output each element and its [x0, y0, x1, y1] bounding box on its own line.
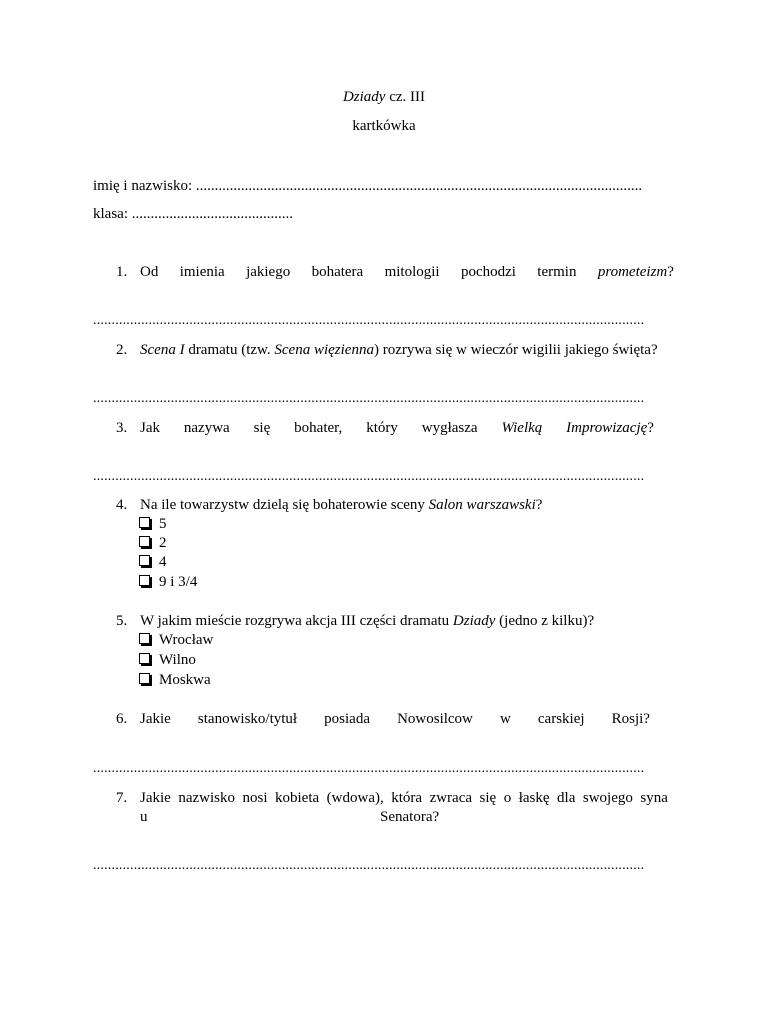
option-checkbox[interactable]: 5 — [139, 515, 167, 534]
option-checkbox[interactable]: 4 — [139, 553, 167, 572]
question-6-text: Jakie stanowisko/tytuł posiada Nowosilcow w carskiej Rosji? — [140, 711, 650, 727]
question-number: 7. — [116, 790, 128, 806]
question-7-continuation-end: Senatora? — [380, 809, 440, 825]
question-7-continuation: u — [140, 809, 148, 825]
question-7-text: Jakie nazwisko nosi kobieta (wdowa), która zwraca się o łaskę dla swojego syna — [140, 790, 668, 806]
checkbox-icon[interactable] — [139, 673, 150, 684]
option-checkbox[interactable]: 2 — [139, 534, 167, 553]
option-checkbox[interactable]: Moskwa — [139, 671, 211, 690]
document-subtitle: kartkówka — [352, 118, 416, 134]
option-checkbox[interactable]: Wrocław — [139, 631, 213, 650]
class-field[interactable]: klasa: ........................................... — [93, 206, 293, 222]
question-number: 1. — [116, 264, 128, 280]
question-4-text: Na ile towarzystw dzielą się bohaterowie sceny Salon warszawski? — [140, 497, 543, 513]
question-number: 4. — [116, 497, 128, 513]
option-checkbox[interactable]: 9 i 3/4 — [139, 573, 197, 592]
question-number: 3. — [116, 420, 128, 436]
question-3-text: Jak nazywa się bohater, który wygłasza Wielką Improwizację? — [140, 420, 654, 436]
question-number: 2. — [116, 342, 128, 358]
question-1-text: Od imienia jakiego bohatera mitologii pochodzi termin prometeizm? — [140, 264, 674, 280]
checkbox-icon[interactable] — [139, 653, 150, 664]
document-title: Dziady cz. III — [342, 89, 426, 105]
answer-line-2[interactable]: ..................................................................................................................................................... — [93, 391, 645, 406]
question-number: 6. — [116, 711, 128, 727]
answer-line-7[interactable]: ..................................................................................................................................................... — [93, 858, 645, 873]
answer-line-3[interactable]: ..................................................................................................................................................... — [93, 469, 645, 484]
checkbox-icon[interactable] — [139, 633, 150, 644]
question-5-text: W jakim mieście rozgrywa akcja III części dramatu Dziady (jedno z kilku)? — [140, 613, 595, 629]
option-checkbox[interactable]: Wilno — [139, 651, 196, 670]
checkbox-icon[interactable] — [139, 536, 150, 547]
checkbox-icon[interactable] — [139, 555, 150, 566]
question-number: 5. — [116, 613, 128, 629]
question-2-text: Scena I dramatu (tzw. Scena więzienna) rozrywa się w wieczór wigilii jakiego święta? — [140, 342, 658, 358]
answer-line-1[interactable]: ..................................................................................................................................................... — [93, 313, 645, 328]
checkbox-icon[interactable] — [139, 575, 150, 586]
name-field[interactable]: imię i nazwisko: ....................................................................................................................... — [93, 178, 643, 194]
answer-line-6[interactable]: ..................................................................................................................................................... — [93, 761, 645, 776]
checkbox-icon[interactable] — [139, 517, 150, 528]
